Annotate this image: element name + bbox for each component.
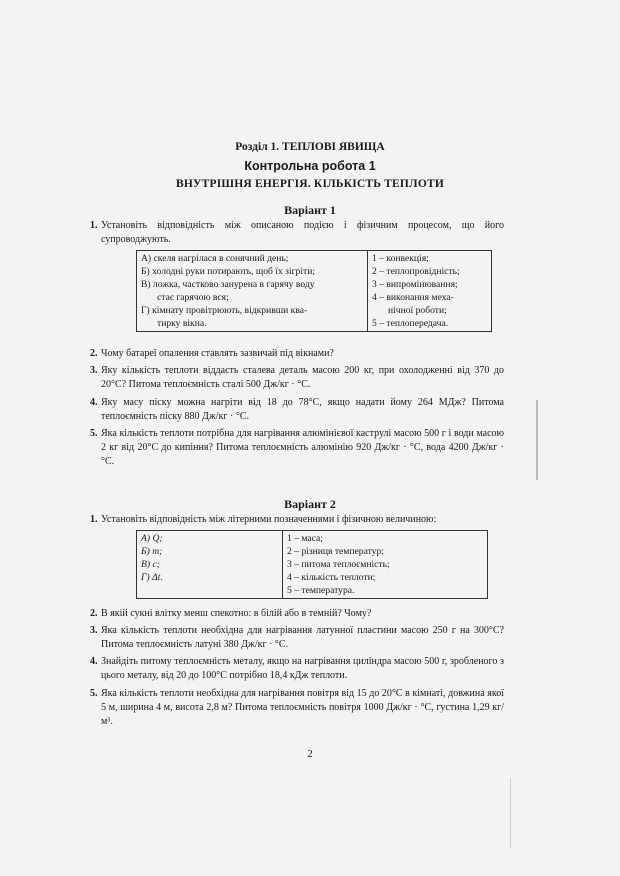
v1-question-2: 2. Чому батареї опалення ставлять зазвичай під вікнами? xyxy=(90,348,334,359)
page-number: 2 xyxy=(307,748,313,760)
v1-events-cell: А) скеля нагрілася в сонячний день; Б) холодні руки потирають, щоб їх зігріти; В) ложка, частково занурена в гарячу воду стає гарячою вся; Г) кімнату провітрюють, відкривши ква- тирку вікна. xyxy=(137,251,368,332)
v2-symbols-cell: А) Q; Б) m; В) c; Г) Δt. xyxy=(137,531,283,599)
v2-question-3: 3. Яка кількість теплоти необхідна для нагрівання латунної пластини масою 250 г на 300°С? Питома теплоємність латуні 380 Дж/кг · °С. xyxy=(90,625,504,650)
v1-question-3: 3. Яку кількість теплоти віддасть сталева деталь масою 200 кг, при охолодженні від 370 до 20°С? Питома теплоємність сталі 500 Дж/кг · °С. xyxy=(90,365,504,390)
v1-question-1: 1. Установіть відповідність між описаною подією і фізичним процесом, що його супроводжують. xyxy=(90,220,504,245)
work-title: Контрольна робота 1 xyxy=(244,159,376,173)
v2-matching-table xyxy=(136,530,488,599)
v2-question-2: 2. В якій сукні влітку менш спекотно: в білій або в темній? Чому? xyxy=(90,608,372,619)
section-title: Розділ 1. ТЕПЛОВІ ЯВИЩА xyxy=(235,141,385,153)
v1-question-4: 4. Яку масу піску можна нагріти від 18 до 78°С, якщо надати йому 264 МДж? Питома теплоємність піску 880 Дж/кг · °С. xyxy=(90,397,504,422)
v2-question-1: 1. Установіть відповідність між літерними позначеннями і фізичною величиною: xyxy=(90,514,437,525)
v2-question-5: 5. Яка кількість теплоти необхідна для нагрівання повітря від 15 до 20°С в кімнаті, довжина якої 5 м, ширина 4 м, висота 2,8 м? Питома теплоємність повітря 1000 Дж/кг · °С, густина 1,29 кг/м³. xyxy=(90,688,504,727)
v2-question-4: 4. Знайдіть питому теплоємність металу, якщо на нагрівання циліндра масою 500 г, зробленого з цього металу, від 20 до 100°С потрібно 18,4 кДж теплоти. xyxy=(90,656,504,681)
topic-title: ВНУТРІШНЯ ЕНЕРГІЯ. КІЛЬКІСТЬ ТЕПЛОТИ xyxy=(175,178,444,190)
v2-quantities-cell: 1 – маса; 2 – різниця температур; 3 – питома теплоємність; 4 – кількість теплоти; 5 – температура. xyxy=(283,531,488,599)
scan-edge-mark xyxy=(536,400,538,480)
variant1-title: Варіант 1 xyxy=(284,203,336,217)
scan-edge-mark-bottom xyxy=(510,778,511,848)
variant2-title: Варіант 2 xyxy=(284,497,336,511)
v1-matching-table xyxy=(136,250,492,332)
v1-processes-cell: 1 – конвекція; 2 – теплопровідність; 3 – випромінювання; 4 – виконання меха- нічної роботи; 5 – теплопередача. xyxy=(368,251,492,332)
v1-question-5: 5. Яка кількість теплоти потрібна для нагрівання алюмінієвої каструлі масою 500 г і води масою 2 кг від 20°С до кипіння? Питома теплоємність алюмінію 920 Дж/кг · °С, вода 4200 Дж/кг · °С. xyxy=(90,428,504,467)
